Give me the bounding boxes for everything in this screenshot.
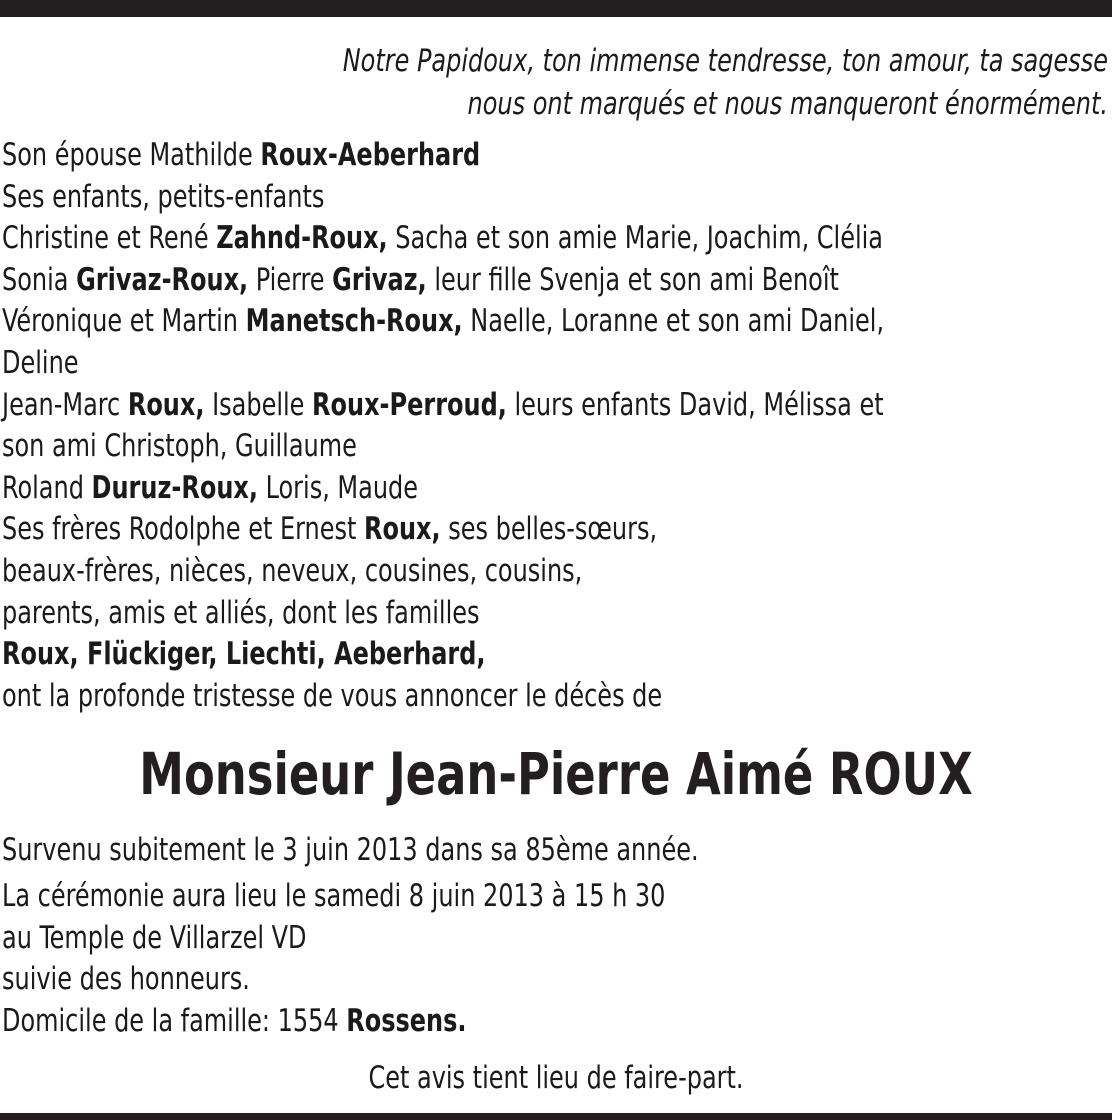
- family-surname: Zahnd-Roux,: [216, 220, 388, 257]
- deceased-name: Monsieur Jean-Pierre Aimé ROUX: [139, 740, 973, 808]
- family-surname: Manetsch-Roux,: [245, 303, 463, 340]
- domicile-line: Domicile de la famille: 1554 Rossens.: [2, 1002, 467, 1039]
- passing-line: Survenu subitement le 3 juin 2013 dans sa 85ème année.: [2, 832, 699, 868]
- family-line: son ami Christoph, Guillaume: [2, 428, 357, 465]
- family-line: Jean-Marc Roux, Isabelle Roux-Perroud, leurs enfants David, Mélissa et: [2, 386, 884, 423]
- family-line: Véronique et Martin Manetsch-Roux, Naelle, Loranne et son ami Daniel,: [2, 303, 885, 340]
- quote-line: Notre Papidoux, ton immense tendresse, ton amour, ta sagesse: [342, 43, 1108, 79]
- family-surname: Grivaz-Roux,: [76, 261, 249, 298]
- ceremony-line: La cérémonie aura lieu le samedi 8 juin 2013 à 15 h 30: [2, 878, 666, 914]
- family-line: Son épouse Mathilde Roux-Aeberhard: [2, 137, 481, 173]
- family-list: [2, 135, 1111, 717]
- venue-line: au Temple de Villarzel VD: [2, 919, 307, 956]
- family-line: beaux-frères, nièces, neveux, cousines, cousins,: [2, 552, 583, 589]
- family-surname: Roux,: [127, 386, 205, 423]
- family-line: Ses enfants, petits-enfants: [2, 178, 325, 215]
- family-surname: Roux-Aeberhard: [260, 137, 481, 173]
- opening-quote: [155, 40, 1108, 126]
- family-surname: Grivaz,: [332, 261, 427, 298]
- domicile-place: Rossens.: [346, 1002, 467, 1039]
- family-surnames: Roux, Flückiger, Liechti, Aeberhard,: [2, 636, 486, 673]
- top-border-rule: [0, 0, 1112, 17]
- family-surname: Roux,: [364, 511, 441, 548]
- family-line: ont la profonde tristesse de vous annoncer le décès de: [2, 677, 663, 714]
- bottom-border-rule: [0, 1113, 1112, 1120]
- closing-note: Cet avis tient lieu de faire-part.: [368, 1060, 744, 1096]
- family-line: Christine et René Zahnd-Roux, Sacha et son amie Marie, Joachim, Clélia: [2, 220, 884, 257]
- family-surname: Roux-Perroud,: [312, 386, 507, 423]
- family-line: Sonia Grivaz-Roux, Pierre Grivaz, leur fille Svenja et son ami Benoît: [2, 261, 839, 298]
- family-line: Roland Duruz-Roux, Loris, Maude: [2, 469, 419, 506]
- family-surname: Duruz-Roux,: [91, 469, 258, 506]
- family-line: Deline: [2, 344, 79, 381]
- ceremony-details: [2, 825, 1111, 1042]
- quote-line: nous ont marqués et nous manqueront énormément.: [467, 86, 1108, 122]
- family-line: Ses frères Rodolphe et Ernest Roux, ses belles-sœurs,: [2, 511, 658, 548]
- honours-line: suivie des honneurs.: [2, 961, 250, 998]
- family-line: parents, amis et alliés, dont les familles: [2, 594, 480, 631]
- family-line: [2, 634, 1111, 676]
